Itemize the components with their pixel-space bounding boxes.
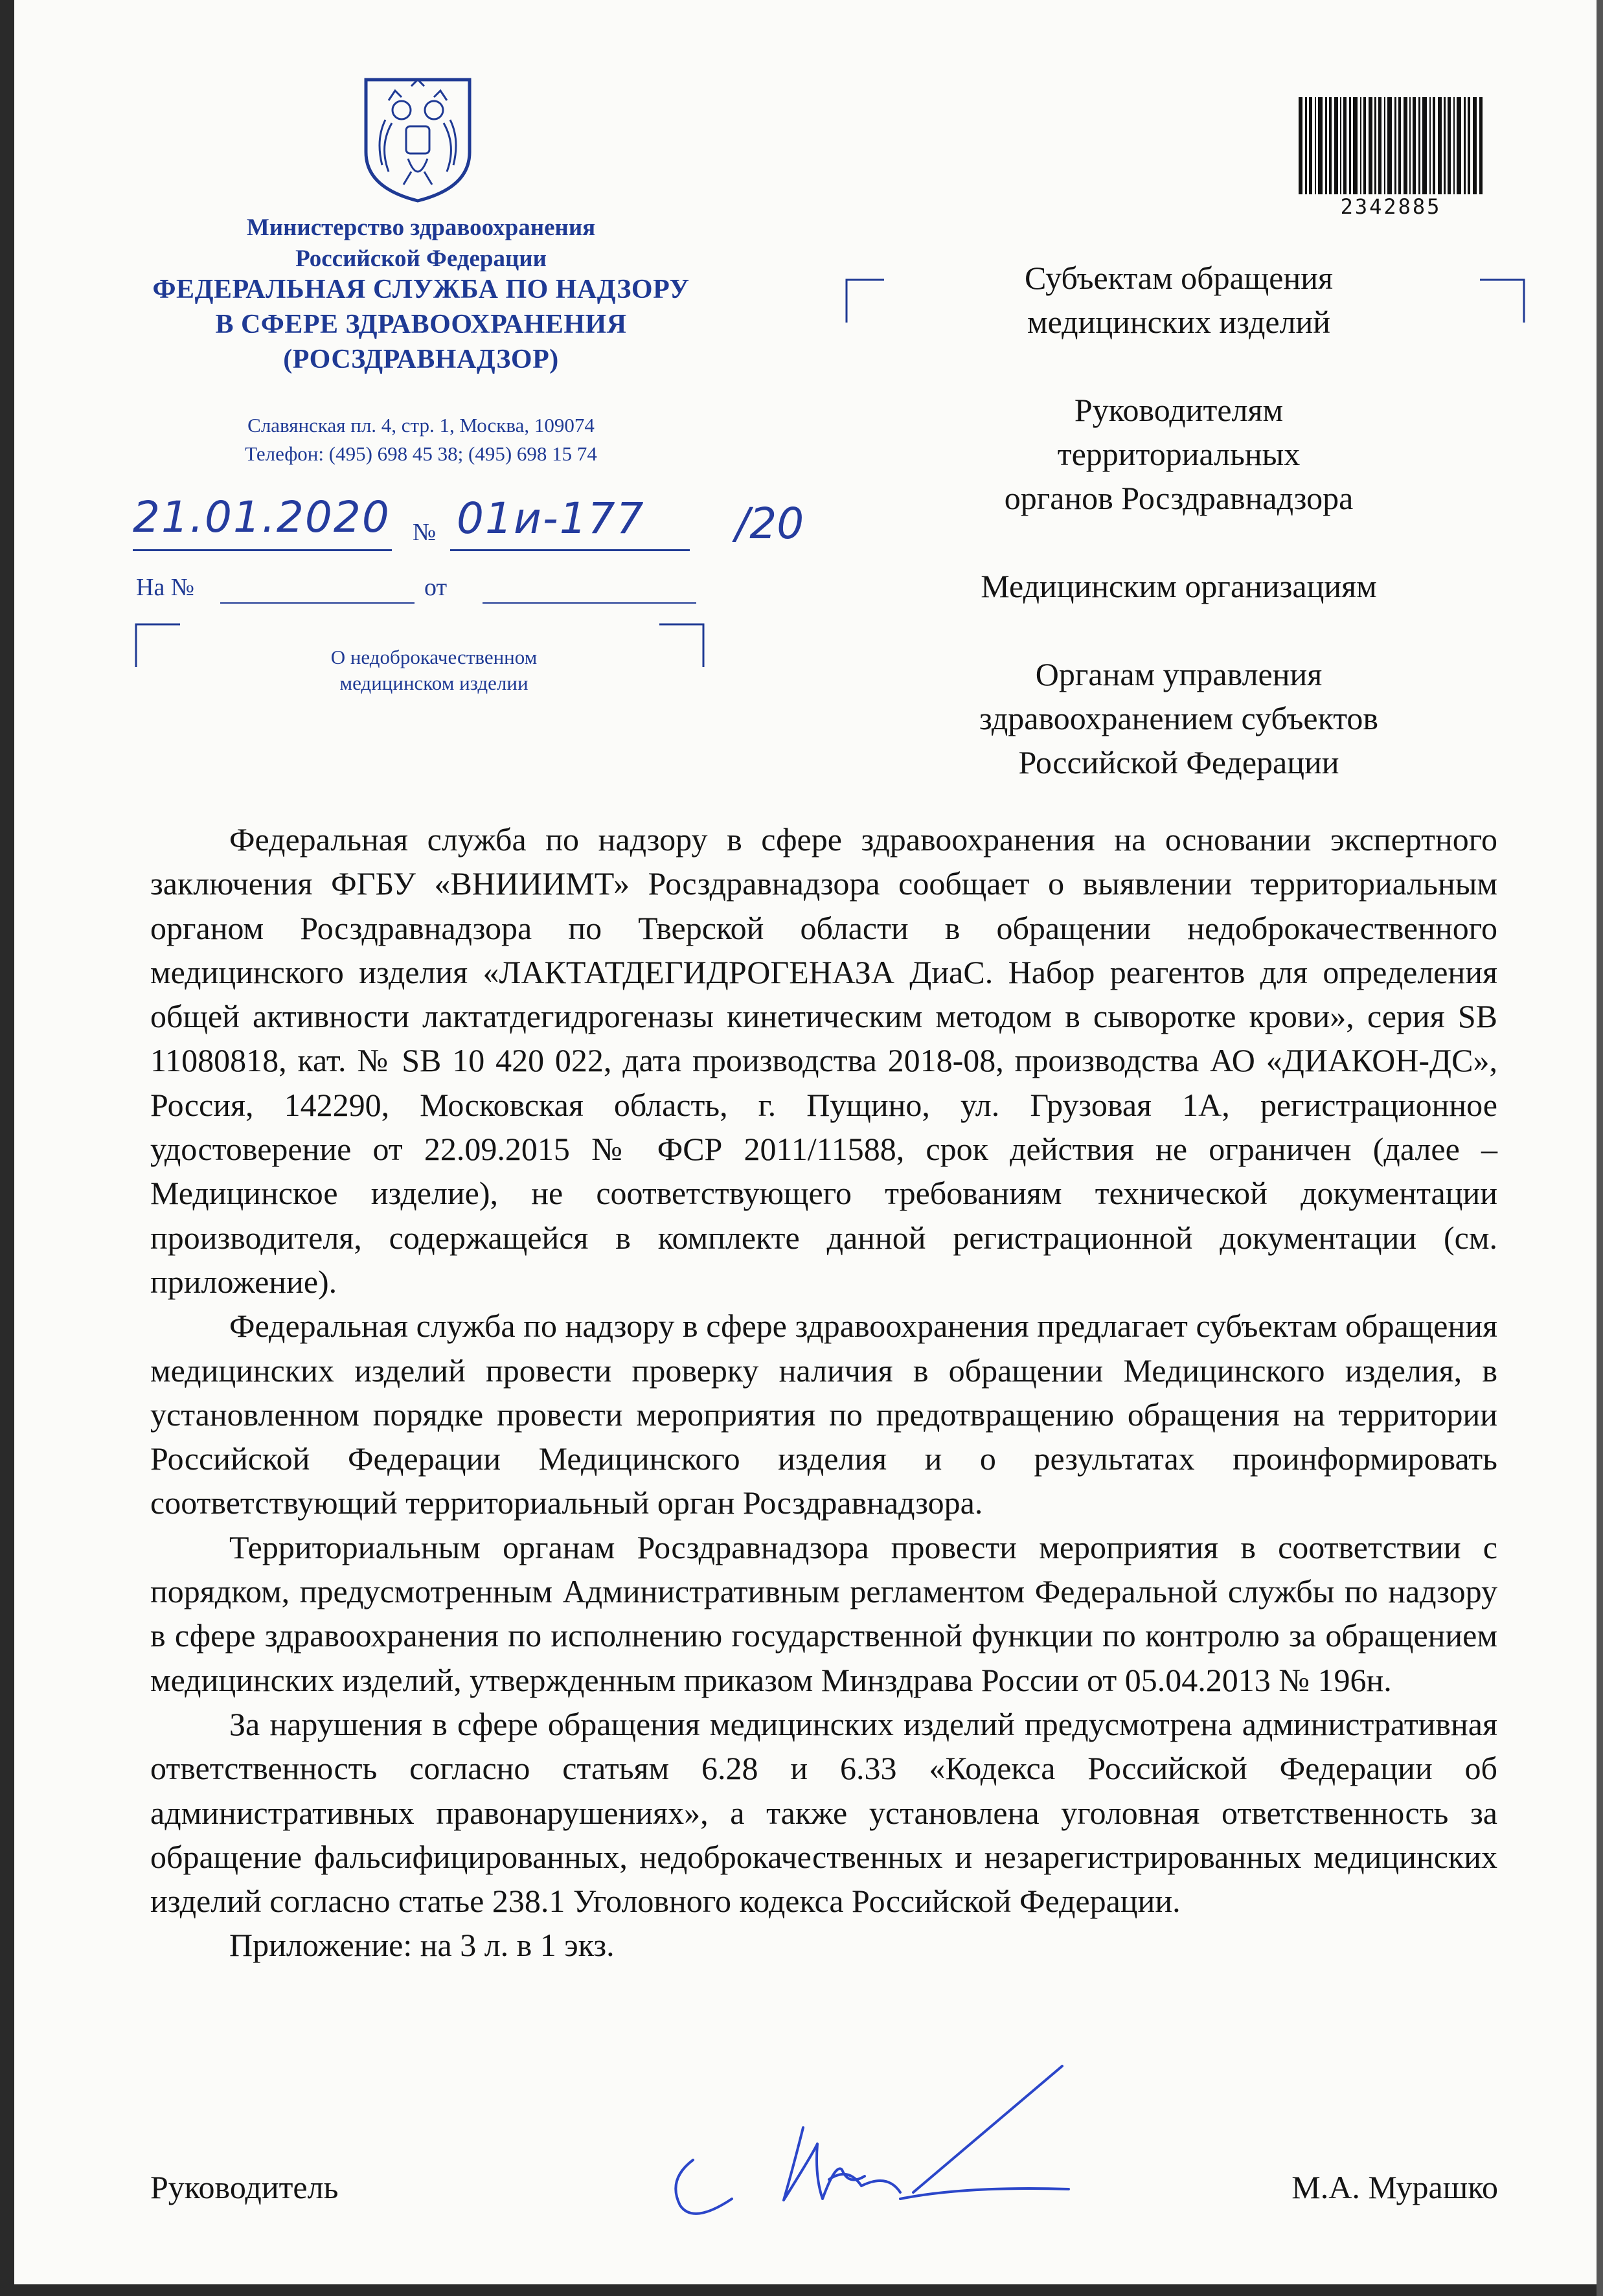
letter-body: [150, 817, 1497, 1968]
recipient-4-line-3: Российской Федерации: [1018, 744, 1339, 780]
reference-number-label: На №: [136, 574, 195, 601]
service-name: [97, 272, 745, 377]
service-line-3: (РОСЗДРАВНАДЗОР): [283, 345, 559, 374]
recipient-2-line-2: территориальных: [1057, 436, 1301, 472]
barcode-number: 2342885: [1340, 194, 1442, 219]
number-underline: [450, 549, 690, 551]
body-paragraph-4: За нарушения в сфере обращения медицинских изделий предусмотрена административная ответственность согласно статьям 6.28 и 6.33 «Кодекса Российской Федерации об административных правонарушениях», а также установлена уголовная ответственность за обращение фальсифицированных, недоброкачественных и незарегистрированных медицинских изделий согласно статье 238.1 Уголовного кодекса Российской Федерации.: [150, 1705, 1497, 1920]
reference-date-line: [483, 602, 696, 604]
recipient-1-line-2: медицинских изделий: [1027, 304, 1331, 340]
date-underline: [133, 549, 392, 551]
body-paragraph-3: Территориальным органам Росздравнадзора провести мероприятия в соответствии с порядком, предусмотренным Административным регламентом Федеральной службы по надзору в сфере здравоохранения по исполнению государственной функции по контролю за обращением медицинских изделий, утвержденным приказом Минздрава России от 05.04.2013 № 196н.: [150, 1529, 1497, 1698]
address-line: Славянская пл. 4, стр. 1, Москва, 109074: [247, 414, 595, 437]
phone-line: Телефон: (495) 698 45 38; (495) 698 15 74: [245, 442, 597, 465]
scan-border-bottom: [0, 2284, 1603, 2296]
recipient-2-line-3: органов Росздравнадзора: [1004, 480, 1354, 516]
recipient-4-line-2: здравоохранением субъектов: [979, 700, 1379, 736]
barcode: [1299, 97, 1483, 198]
body-paragraph-2: Федеральная служба по надзору в сфере здравоохранения предлагает субъектам обращения медицинских изделий провести проверку наличия в обращении Медицинского изделия, в установленном порядке провести мероприятия по предотвращению обращения на территории Российской Федерации Медицинского изделия и о результатах проинформировать соответствующий территориальный орган Росздравнадзора.: [150, 1308, 1497, 1521]
attachment-note: Приложение: на 3 л. в 1 экз.: [229, 1927, 615, 1964]
service-line-1: ФЕДЕРАЛЬНАЯ СЛУЖБА ПО НАДЗОРУ: [152, 275, 690, 304]
scan-border-right: [1597, 0, 1603, 2296]
subject-line-1: О недоброкачественном: [330, 646, 538, 668]
address-block: [130, 411, 712, 468]
service-line-2: В СФЕРЕ ЗДРАВООХРАНЕНИЯ: [215, 310, 627, 339]
signatory-role: Руководитель: [150, 2169, 339, 2205]
signatory-name: М.А. Мурашко: [1291, 2169, 1498, 2205]
registration-number: 01и-177: [457, 494, 645, 543]
recipients-block: [907, 256, 1451, 784]
recipient-2-line-1: Руководителям: [1074, 392, 1284, 428]
registration-date: 21.01.2020: [133, 492, 391, 542]
ministry-line-2: Российской Федерации: [295, 245, 547, 272]
scan-border-left: [0, 0, 14, 2296]
number-sign: №: [413, 519, 437, 546]
recipient-4-line-1: Органам управления: [1035, 656, 1323, 692]
reference-number-line: [220, 602, 415, 604]
registration-number-suffix: /20: [735, 499, 804, 549]
ministry-name: [168, 212, 674, 275]
letter-subject: [259, 644, 609, 696]
reference-date-label: от: [424, 574, 448, 601]
recipient-3-line-1: Медицинским организациям: [981, 568, 1377, 604]
body-paragraph-1: Федеральная служба по надзору в сфере здравоохранения на основании экспертного заключения ФГБУ «ВНИИИМТ» Росздравнадзора сообщает о выявлении территориальным органом Росздравнадзора по Тверской области в обращении недоброкачественного медицинского изделия «ЛАКТАТДЕГИДРОГЕНАЗА ДиаС. Набор реагентов для определения общей активности лактатдегидрогеназы кинетическим методом в сыворотке крови», серия SB 11080818, кат. № SB 10 420 022, дата производства 2018-08, производства АО «ДИАКОН-ДС», Россия, 142290, Московская область, г. Пущино, ул. Грузовая 1А, регистрационное удостоверение от 22.09.2015 № ФСР 2011/11588, срок действия не ограничен (далее – Медицинское изделие), не соответствующего требованиям технической документации производителя, содержащейся в комплекте данной регистрационной документации (см. приложение).: [150, 821, 1497, 1300]
subject-line-2: медицинском изделии: [339, 672, 529, 694]
ministry-line-1: Министерство здравоохранения: [246, 214, 596, 241]
recipient-1-line-1: Субъектам обращения: [1025, 260, 1333, 296]
coat-of-arms-icon: [359, 74, 476, 204]
handwritten-signature: [654, 2030, 1095, 2225]
